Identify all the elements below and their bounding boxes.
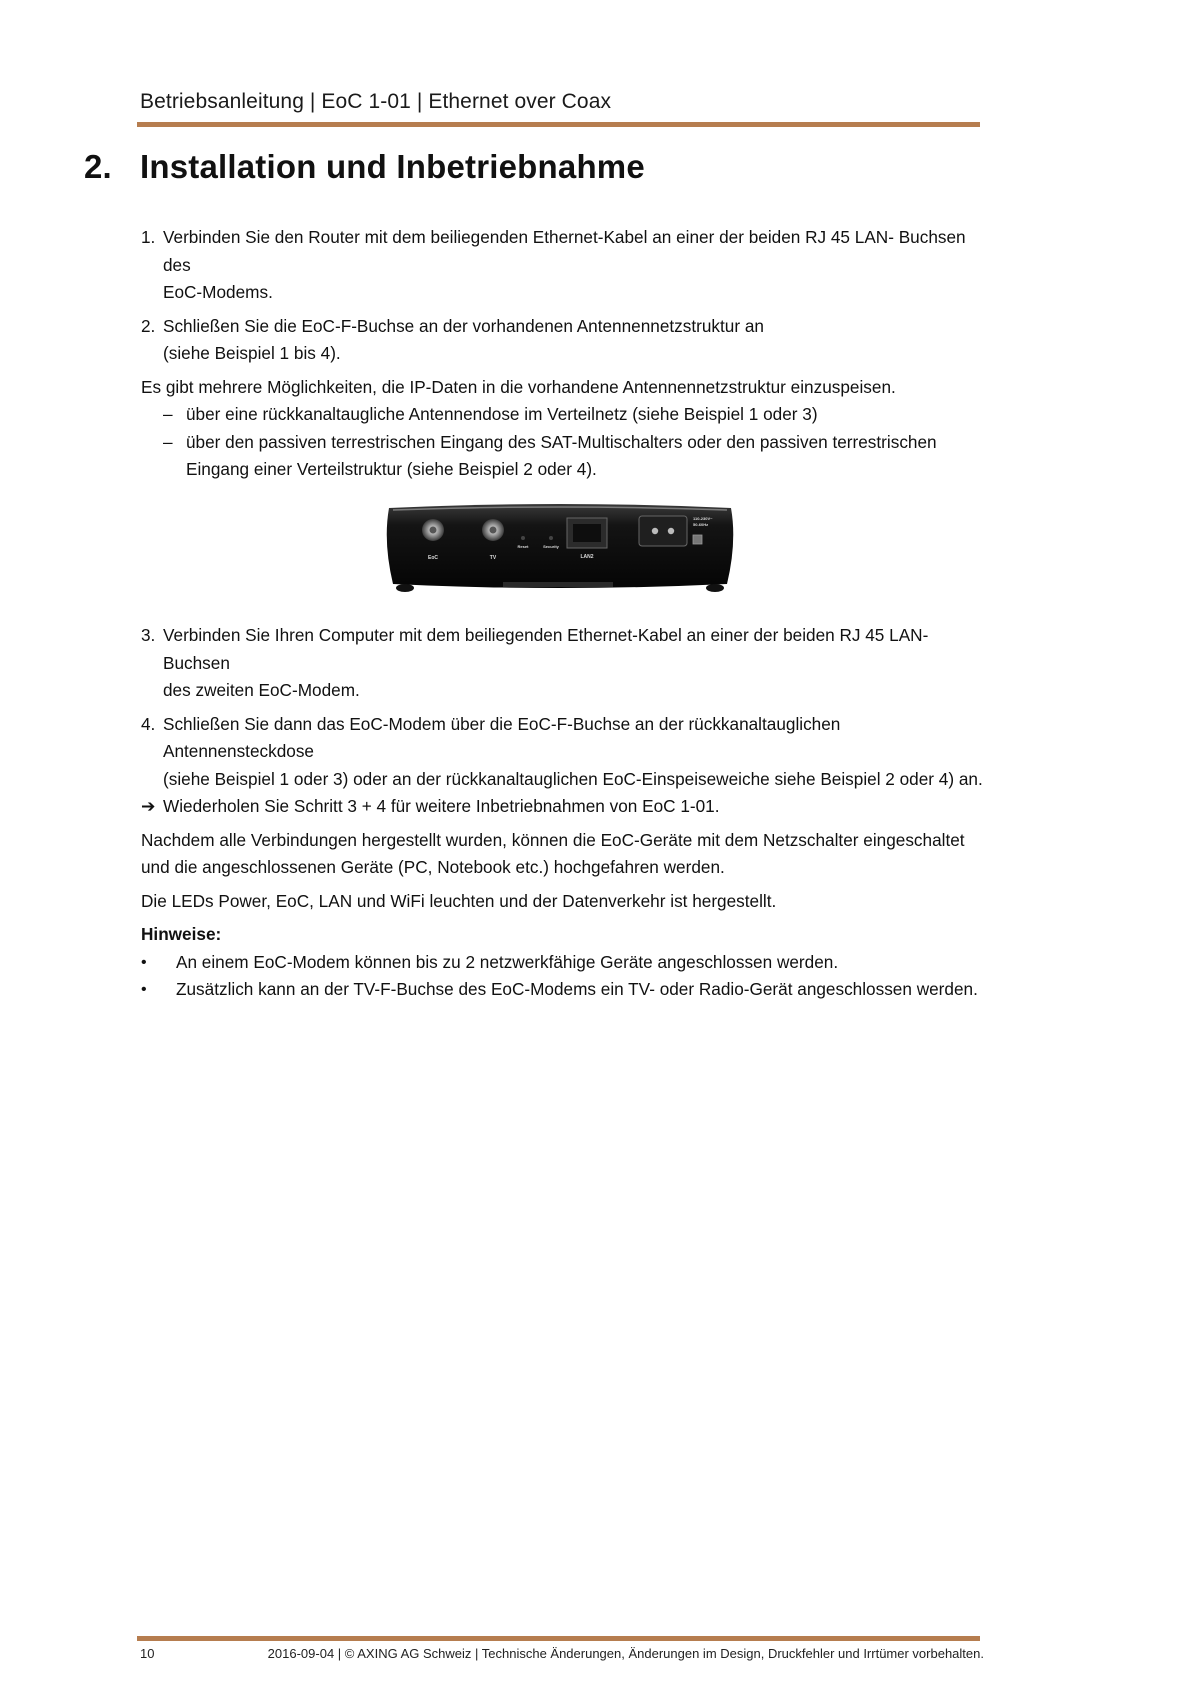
step-1 — [141, 224, 986, 307]
instructions-top — [141, 224, 986, 484]
step-marker: 1. — [141, 227, 156, 247]
label-power-voltage: 110-230V~ — [693, 516, 713, 521]
possibilities-intro: Es gibt mehrere Möglichkeiten, die IP-Daten in die vorhandene Antennennetzstruktur einzuspeisen. — [141, 376, 896, 397]
step-marker: 4. — [141, 713, 156, 734]
dash-marker: – — [163, 404, 173, 424]
bullet-icon: • — [141, 981, 147, 998]
footer-rule — [137, 1636, 980, 1641]
arrow-icon: ➔ — [141, 796, 156, 816]
step-text-line: des zweiten EoC-Modem. — [163, 680, 360, 700]
possibility-text-line: über eine rückkanaltaugliche Antennendose im Verteilnetz (siehe Beispiel 1 oder 3) — [186, 404, 818, 424]
step-text-line: EoC-Modems. — [163, 282, 273, 302]
dash-marker: – — [163, 431, 173, 452]
step-text-line: Schließen Sie dann das EoC-Modem über die EoC-F-Buchse an der rückkanaltauglichen Antennensteckdose — [163, 713, 841, 761]
possibility-item — [141, 401, 986, 429]
header-title: Betriebsanleitung | EoC 1-01 | Ethernet over Coax — [140, 90, 612, 113]
label-reset: Reset — [517, 544, 529, 549]
after-connect-line: und die angeschlossenen Geräte (PC, Notebook etc.) hochgefahren werden. — [141, 857, 725, 877]
section-title: Installation und Inbetriebnahme — [140, 148, 645, 185]
modem-illustration — [383, 502, 737, 594]
eoc-modem-rear-photo — [383, 502, 737, 594]
label-tv: TV — [489, 555, 497, 561]
power-switch-icon — [693, 535, 702, 544]
step-text-line: (siehe Beispiel 1 bis 4). — [163, 343, 341, 363]
label-power-frequency: 50-60Hz — [693, 522, 709, 527]
step-marker: 2. — [141, 315, 156, 336]
after-connect-line: Nachdem alle Verbindungen hergestellt wurden, können die EoC-Geräte mit dem Netzschalter eingeschaltet — [141, 829, 965, 850]
instructions-bottom — [141, 622, 986, 1004]
bullet-icon: • — [141, 953, 147, 971]
step-3 — [141, 622, 986, 705]
hint-text: An einem EoC-Modem können bis zu 2 netzwerkfähige Geräte angeschlossen werden. — [176, 951, 839, 972]
page-number: 10 — [140, 1646, 155, 1661]
possibility-text-line: Eingang einer Verteilstruktur (siehe Beispiel 2 oder 4). — [186, 459, 597, 479]
possibility-item — [141, 429, 986, 484]
step-text-line: Verbinden Sie den Router mit dem beiliegenden Ethernet-Kabel an einer der beiden RJ 45 LAN- Buchsen des — [163, 227, 966, 275]
step-text-line: Schließen Sie die EoC-F-Buchse an der vorhandenen Antennennetzstruktur an — [163, 315, 764, 336]
repeat-note-text: Wiederholen Sie Schritt 3 + 4 für weitere Inbetriebnahmen von EoC 1-01. — [163, 796, 720, 816]
leds-paragraph: Die LEDs Power, EoC, LAN und WiFi leuchten und der Datenverkehr ist hergestellt. — [141, 890, 777, 911]
hint-item — [141, 949, 986, 977]
reset-button-icon — [521, 536, 525, 540]
step-text-line: (siehe Beispiel 1 oder 3) oder an der rückkanaltauglichen EoC-Einspeiseweiche siehe Beispiel 2 oder 4) an. — [163, 768, 983, 789]
hint-text: Zusätzlich kann an der TV-F-Buchse des EoC-Modems ein TV- oder Radio-Gerät angeschlossen werden. — [176, 979, 978, 999]
security-button-icon — [549, 536, 553, 540]
power-socket-icon — [639, 516, 687, 546]
section-number: 2. — [84, 148, 112, 185]
label-lan2: LAN2 — [580, 554, 594, 560]
label-eoc: EoC — [428, 555, 438, 561]
repeat-note — [141, 793, 986, 821]
section-heading — [84, 148, 645, 186]
step-text-line: Verbinden Sie Ihren Computer mit dem beiliegenden Ethernet-Kabel an einer der beiden RJ 45 LAN-Buchsen — [163, 625, 929, 673]
header-rule — [137, 122, 980, 127]
hints-heading: Hinweise: — [141, 924, 222, 944]
step-2 — [141, 313, 986, 368]
step-4 — [141, 711, 986, 794]
step-marker: 3. — [141, 625, 156, 645]
after-connect-paragraph — [141, 827, 986, 882]
possibility-text-line: über den passiven terrestrischen Eingang des SAT-Multischalters oder den passiven terrestrischen — [186, 431, 937, 452]
hint-item — [141, 976, 986, 1004]
footer-legal-text: 2016-09-04 | © AXING AG Schweiz | Technische Änderungen, Änderungen im Design, Druckfehler und Irrtümer vorbehalten. — [267, 1646, 984, 1661]
label-security: Security — [543, 544, 559, 549]
